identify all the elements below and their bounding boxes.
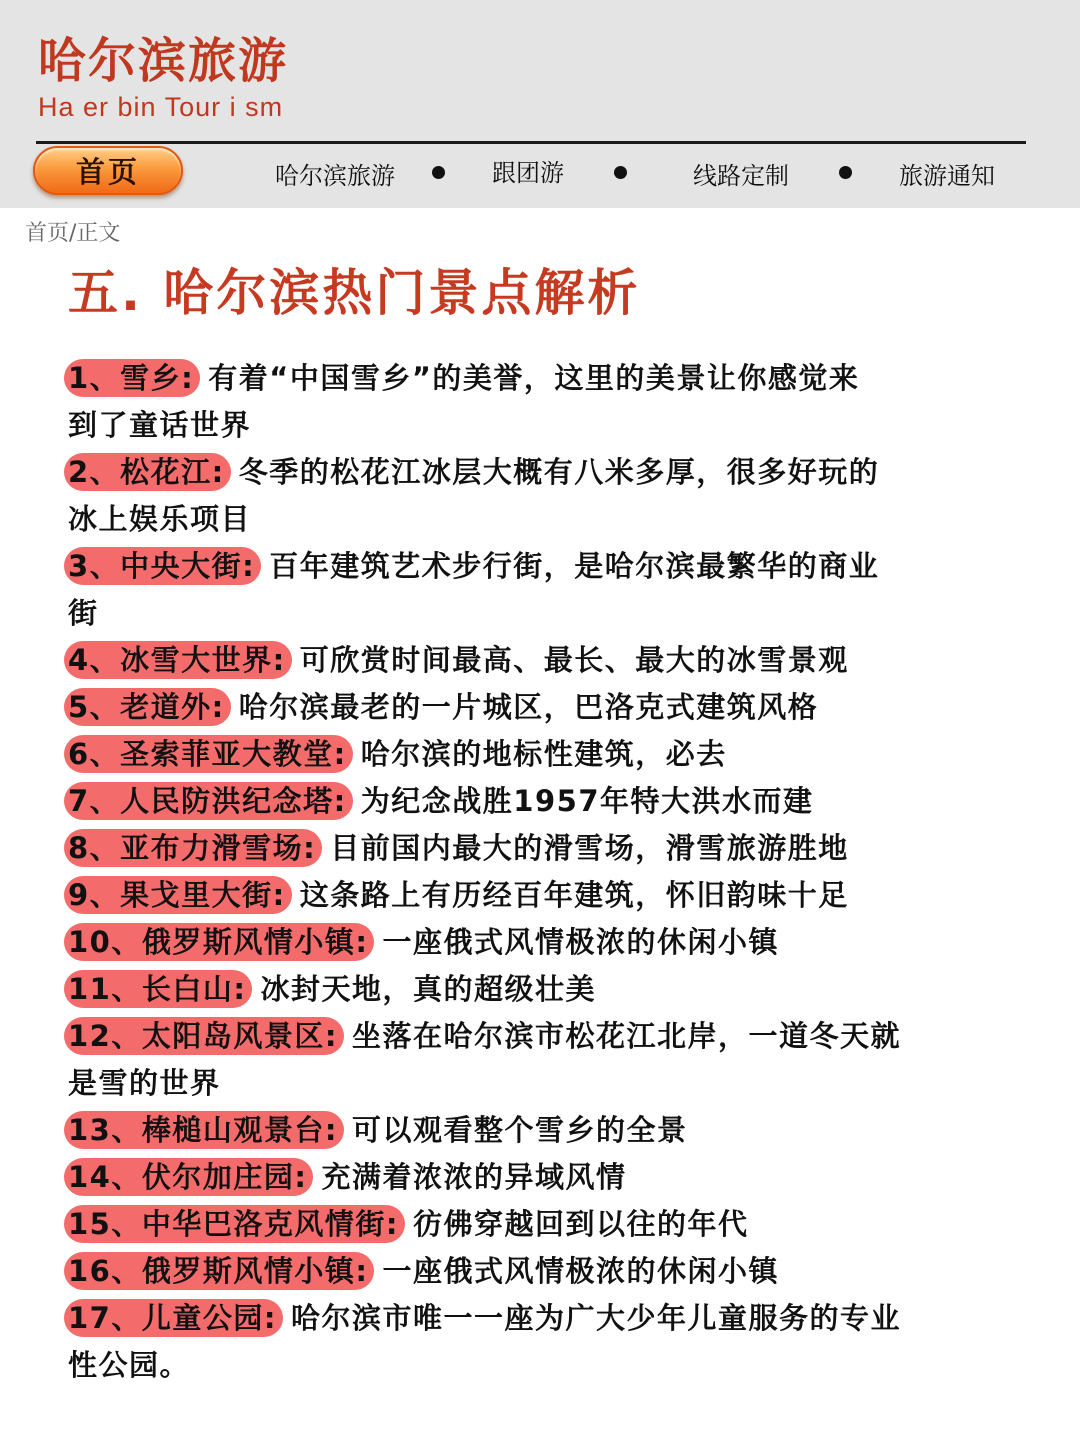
breadcrumb[interactable]: 首页/正文 bbox=[25, 221, 121, 246]
attraction-item bbox=[68, 1295, 1013, 1389]
attraction-item bbox=[68, 355, 1013, 449]
attraction-description: 这条路上有历经百年建筑，怀旧韵味十足 bbox=[299, 878, 849, 912]
attraction-description: 为纪念战胜1957年特大洪水而建 bbox=[360, 784, 814, 818]
attraction-item bbox=[68, 872, 1013, 919]
attraction-description: 坐落在哈尔滨市松花江北岸，一道冬天就 bbox=[351, 1019, 901, 1053]
site-title: 哈尔滨旅游 bbox=[38, 33, 289, 89]
attraction-description-continued: 是雪的世界 bbox=[68, 1066, 221, 1100]
nav-item-group-tour[interactable]: 跟团游 bbox=[492, 159, 564, 187]
attraction-line bbox=[68, 872, 1013, 919]
attraction-item bbox=[68, 543, 1013, 637]
attraction-label-highlight: 14、伏尔加庄园: bbox=[64, 1158, 313, 1196]
section-title: 五. 哈尔滨热门景点解析 bbox=[68, 264, 641, 322]
attraction-description-continued: 冰上娱乐项目 bbox=[68, 502, 252, 536]
attraction-line bbox=[68, 1154, 1013, 1201]
attraction-line bbox=[68, 966, 1013, 1013]
attraction-description-continued: 到了童话世界 bbox=[68, 408, 252, 442]
attraction-item bbox=[68, 1201, 1013, 1248]
header-divider bbox=[36, 141, 1026, 144]
attraction-label-highlight: 7、人民防洪纪念塔: bbox=[64, 782, 353, 820]
attraction-label-highlight: 2、松花江: bbox=[64, 453, 231, 491]
attraction-item bbox=[68, 637, 1013, 684]
attraction-label-highlight: 4、冰雪大世界: bbox=[64, 641, 292, 679]
attraction-label-highlight: 11、长白山: bbox=[64, 970, 252, 1008]
attraction-item bbox=[68, 1013, 1013, 1107]
attraction-description: 充满着浓浓的异域风情 bbox=[321, 1160, 627, 1194]
nav-item-harbin-travel[interactable]: 哈尔滨旅游 bbox=[275, 162, 395, 190]
attraction-label-highlight: 9、果戈里大街: bbox=[64, 876, 292, 914]
attraction-description: 冬季的松花江冰层大概有八米多厚，很多好玩的 bbox=[238, 455, 880, 489]
attraction-label-highlight: 17、儿童公园: bbox=[64, 1299, 283, 1337]
attraction-description: 可以观看整个雪乡的全景 bbox=[351, 1113, 688, 1147]
attraction-description: 有着“中国雪乡”的美誉，这里的美景让你感觉来 bbox=[208, 361, 860, 395]
nav-item-travel-notice[interactable]: 旅游通知 bbox=[899, 162, 995, 190]
attraction-label-highlight: 13、棒槌山观景台: bbox=[64, 1111, 344, 1149]
attraction-line bbox=[68, 919, 1013, 966]
attraction-label-highlight: 8、亚布力滑雪场: bbox=[64, 829, 322, 867]
attraction-line bbox=[68, 825, 1013, 872]
attraction-item bbox=[68, 1107, 1013, 1154]
attraction-item bbox=[68, 966, 1013, 1013]
attraction-description: 彷佛穿越回到以往的年代 bbox=[412, 1207, 749, 1241]
attraction-item bbox=[68, 684, 1013, 731]
attraction-label-highlight: 6、圣索菲亚大教堂: bbox=[64, 735, 353, 773]
attraction-description: 哈尔滨的地标性建筑，必去 bbox=[360, 737, 727, 771]
attraction-description: 一座俄式风情极浓的休闲小镇 bbox=[382, 925, 779, 959]
attraction-description: 目前国内最大的滑雪场，滑雪旅游胜地 bbox=[330, 831, 849, 865]
attraction-label-highlight: 15、中华巴洛克风情街: bbox=[64, 1205, 405, 1243]
attraction-label-highlight: 12、太阳岛风景区: bbox=[64, 1017, 344, 1055]
attraction-description: 一座俄式风情极浓的休闲小镇 bbox=[382, 1254, 779, 1288]
attraction-line bbox=[68, 731, 1013, 778]
attraction-description: 冰封天地，真的超级壮美 bbox=[260, 972, 596, 1006]
attraction-label-highlight: 10、俄罗斯风情小镇: bbox=[64, 923, 374, 961]
attraction-line bbox=[68, 1107, 1013, 1154]
attraction-description-continued: 街 bbox=[68, 596, 99, 630]
attraction-item bbox=[68, 825, 1013, 872]
attraction-label-highlight: 3、中央大街: bbox=[64, 547, 261, 585]
attraction-description: 可欣赏时间最高、最长、最大的冰雪景观 bbox=[299, 643, 849, 677]
attraction-line bbox=[68, 449, 1013, 496]
attraction-item bbox=[68, 731, 1013, 778]
nav-separator-dot bbox=[432, 166, 445, 179]
attraction-line bbox=[68, 1248, 1013, 1295]
attraction-line bbox=[68, 1295, 1013, 1342]
attraction-description: 哈尔滨市唯一一座为广大少年儿童服务的专业 bbox=[290, 1301, 901, 1335]
site-subtitle: Ha er bin Tour i sm bbox=[38, 92, 284, 122]
attraction-line bbox=[68, 355, 1013, 402]
nav-item-custom-route[interactable]: 线路定制 bbox=[693, 162, 789, 190]
attraction-label-highlight: 16、俄罗斯风情小镇: bbox=[64, 1252, 374, 1290]
attraction-line bbox=[68, 778, 1013, 825]
attraction-line bbox=[68, 684, 1013, 731]
attraction-label-highlight: 1、雪乡: bbox=[64, 359, 200, 397]
attraction-line bbox=[68, 637, 1013, 684]
attraction-line bbox=[68, 1013, 1013, 1060]
attraction-label-highlight: 5、老道外: bbox=[64, 688, 231, 726]
attraction-line bbox=[68, 543, 1013, 590]
attraction-item bbox=[68, 1248, 1013, 1295]
attraction-item bbox=[68, 1154, 1013, 1201]
home-button[interactable]: 首页 bbox=[33, 146, 183, 195]
attraction-description: 哈尔滨最老的一片城区，巴洛克式建筑风格 bbox=[238, 690, 819, 724]
attraction-item bbox=[68, 449, 1013, 543]
attraction-list bbox=[68, 355, 1013, 1389]
attraction-description-continued: 性公园。 bbox=[68, 1348, 191, 1382]
attraction-item bbox=[68, 919, 1013, 966]
site-header bbox=[0, 0, 1080, 208]
attraction-description: 百年建筑艺术步行街，是哈尔滨最繁华的商业 bbox=[269, 549, 880, 583]
nav-separator-dot bbox=[614, 166, 627, 179]
nav-separator-dot bbox=[839, 166, 852, 179]
attraction-item bbox=[68, 778, 1013, 825]
attraction-line bbox=[68, 1201, 1013, 1248]
